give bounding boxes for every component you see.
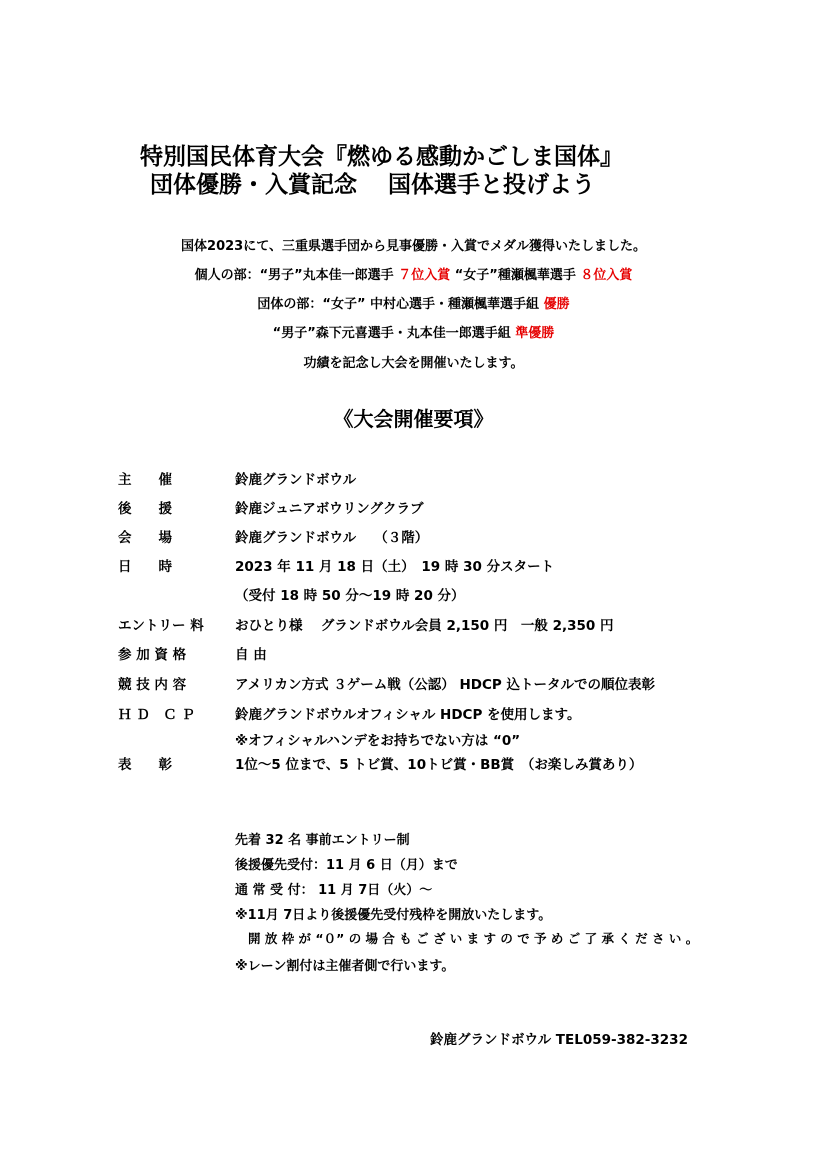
intro-team-male-result: 準優勝 xyxy=(515,326,555,341)
award-value: 1位～5 位まで、5 トビ賞、10トビ賞・BB賞 （お楽しみ賞あり） xyxy=(235,757,643,773)
entry-line-3: 通 常 受 付： 11 月 7日（火）～ xyxy=(235,883,433,898)
title-line-1: 特別国民体育大会『燃ゆる感動かごしま国体』 xyxy=(140,144,623,170)
fee-value: おひとり様 グランドボウル会員 2,150 円 一般 2,350 円 xyxy=(235,618,614,634)
entry-line-2: 後援優先受付：11 月 6 日（月）まで xyxy=(235,858,458,873)
entry-line-6: ※レーン割付は主催者側で行います。 xyxy=(235,959,455,974)
intro-individual-female: “女子”種瀬楓華選手 xyxy=(450,268,581,283)
format-value: アメリカン方式 ３ゲーム戦（公認） HDCP 込トータルでの順位表彰 xyxy=(235,677,655,693)
fee-label: エントリー 料 xyxy=(118,618,204,634)
intro-team-male: “男子”森下元喜選手・丸本佳一郎選手組 xyxy=(272,326,516,341)
date-label: 日 時 xyxy=(118,559,172,575)
section-heading: 《大会開催要項》 xyxy=(333,407,494,431)
hdcp-value: 鈴鹿グランドボウルオフィシャル HDCP を使用します。 xyxy=(235,707,581,723)
entry-line-5: 開 放 枠 が “０” の 場 合 も ご ざ い ま す の で 予 め ご 了 承 く だ さ い 。 xyxy=(248,931,699,946)
intro-line-3 xyxy=(0,293,827,312)
intro-individual-female-result: ８位入賞 xyxy=(580,268,633,283)
title-line-2: 団体優勝・入賞記念 国体選手と投げよう xyxy=(150,172,596,198)
award-label: 表 彰 xyxy=(118,757,172,773)
support-value: 鈴鹿ジュニアボウリングクラブ xyxy=(235,501,424,517)
host-value: 鈴鹿グランドボウル xyxy=(235,472,357,488)
format-label: 競 技 内 容 xyxy=(118,677,187,693)
intro-individual-male: 個人の部：“男子”丸本佳一郎選手 xyxy=(194,268,399,283)
intro-line-5: 功績を記念し大会を開催いたします。 xyxy=(303,356,524,371)
hdcp-label: Ｈ Ｄ Ｃ Ｐ xyxy=(118,707,195,723)
date-value: 2023 年 11 月 18 日（土） 19 時 30 分スタート xyxy=(235,559,555,575)
hdcp-note: ※オフィシャルハンデをお持ちでない方は “0” xyxy=(235,733,521,749)
intro-line-1: 国体2023にて、三重県選手団から見事優勝・入賞でメダル獲得いたしました。 xyxy=(181,239,646,254)
eligibility-label: 参 加 資 格 xyxy=(118,647,187,663)
support-label: 後 援 xyxy=(118,501,172,517)
entry-line-1: 先着 32 名 事前エントリー制 xyxy=(235,833,410,848)
venue-value: 鈴鹿グランドボウル （３階） xyxy=(235,530,429,546)
intro-individual-male-result: ７位入賞 xyxy=(398,268,451,283)
intro-team-female-result: 優勝 xyxy=(543,297,570,312)
venue-label: 会 場 xyxy=(118,530,172,546)
host-label: 主 催 xyxy=(118,472,172,488)
intro-line-2 xyxy=(0,264,827,283)
intro-team-female: 団体の部：“女子” 中村心選手・種瀬楓華選手組 xyxy=(257,297,544,312)
date-reception: （受付 18 時 50 分～19 時 20 分） xyxy=(235,588,465,604)
footer-contact: 鈴鹿グランドボウル TEL059-382-3232 xyxy=(430,1032,688,1048)
intro-line-4 xyxy=(0,322,827,341)
eligibility-value: 自 由 xyxy=(235,647,267,663)
entry-line-4: ※11月 7日より後援優先受付残枠を開放いたします。 xyxy=(235,908,552,923)
